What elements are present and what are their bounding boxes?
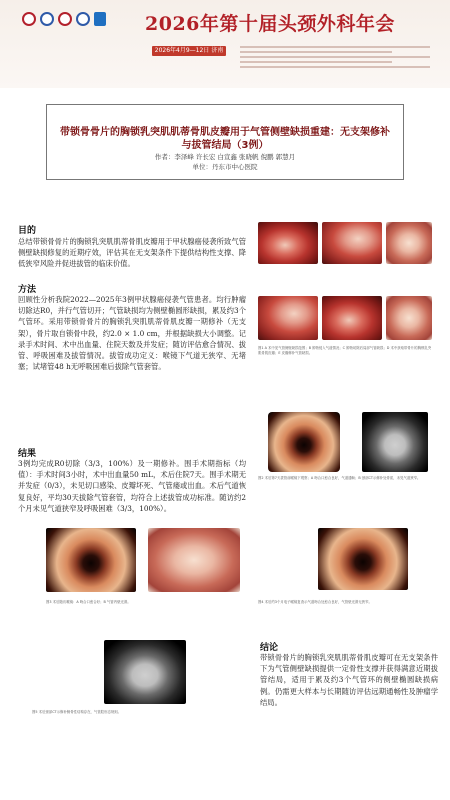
- surgery-photo-c: [386, 222, 432, 264]
- sponsor-logos: [22, 12, 106, 26]
- organizer-list: [240, 46, 430, 71]
- conclusion-text: 带锁骨骨片的胸锁乳突肌肌蒂骨肌皮瓣可在无支架条件下为气管侧壁缺损提供一定骨性支撑并获得满意近期拔管结局，适用于累及约3个气管环的侧壁椭圆缺损病例。仍需更大样本与长期随访评估远期通畅性及肿瘤学结局。: [260, 653, 438, 707]
- figure-2-caption: 图2 术后第7天拔管前喉镜下观察；A 吻合口愈合良好，气道通畅；B 颈部CT示修补处骨质，未见气道狭窄。: [258, 476, 421, 480]
- figure-5-caption: 图5 术后颈部CT示修补侧骨性结构存在，气管腔形态规则。: [32, 710, 122, 714]
- conference-title: 2026年第十届头颈外科年会: [145, 13, 395, 35]
- followup-endoscopy-photo: [318, 528, 408, 590]
- university-logo-icon: [40, 12, 54, 26]
- poster-affiliation: 单位：丹东市中心医院: [192, 163, 258, 171]
- surgery-photo-e: [322, 296, 382, 340]
- surgery-photo-d: [258, 296, 318, 340]
- purpose-text: 总结带锁骨骨片的胸锁乳突肌肌蒂骨肌皮瓣用于甲状腺癌侵袭所致气管侧壁缺损修复的近期疗效，评估其在无支架条件下提供结构性支撑、降低狭窄风险并促进拔管的临床价值。: [18, 237, 246, 269]
- purpose-heading: 目的: [18, 226, 37, 236]
- conclusion-heading: 结论: [260, 643, 279, 653]
- laryngoscopy-photo-b: [148, 528, 240, 592]
- ct-scan-image: [362, 412, 428, 472]
- methods-heading: 方法: [18, 285, 37, 295]
- surgery-photo-b: [322, 222, 382, 264]
- endoscopy-photo: [268, 412, 340, 472]
- figure-4-caption: 图4 术后约3个月电子喉镜复查示气道吻合处愈合良好，气管壁光滑无狭窄。: [258, 600, 372, 604]
- association-logo-icon: [76, 12, 90, 26]
- surgery-photo-a: [258, 222, 318, 264]
- followup-ct-image: [104, 640, 186, 704]
- poster-authors: 作者：李泽峰 许长宏 白宣鑫 张晓帆 倪鹏 郭慧月: [154, 153, 296, 161]
- hospital-logo-icon: [22, 12, 36, 26]
- laryngoscopy-photo-a: [46, 528, 136, 592]
- figure-3-caption: 图3 术后随访喉镜：A 吻合口愈合好；B 气管内壁光滑。: [46, 600, 131, 604]
- figure-1-caption: 图1 A 术中见气管侧壁缺损范围；B 肿物侵入气道情况；C 肿物切除后局部气管缺损；D 术中获取带骨片的胸锁乳突肌骨肌皮瓣；E 皮瓣修补气管缺损。: [258, 346, 432, 355]
- conference-date: 2026年4月9—12日 济南: [152, 46, 226, 56]
- results-heading: 结果: [18, 449, 37, 459]
- poster-title: 带锁骨骨片的胸锁乳突肌肌蒂骨肌皮瓣用于气管侧壁缺损重建：无支架修补与拔管结局（3例）: [60, 127, 390, 151]
- organizer-logo-icon: [94, 12, 106, 26]
- results-text: 3例均完成R0切除（3/3，100%）及一期修补。围手术期指标（均值）：手术时间3小时，术中出血量50 mL，术后住院7天。围手术期无并发症（0/3），未见切口感染、皮瓣坏死、气管瘘或出血。术后气道恢复良好，平均30天拔除气管套管，均符合上述拔管成功标准。随访约2个月未见气道狭窄及呼吸困难（3/3，100%）。: [18, 459, 246, 513]
- methods-text: 回顾性分析我院2022—2025年3例甲状腺癌侵袭气管患者。均行肿瘤切除达R0，并行气管切开；气管缺损均为侧壁椭圆形缺损，累及约3个气管环。采用带锁骨骨片的胸锁乳突肌肌蒂骨肌皮瓣一期修补（无支架），骨片取自锁骨中段，约2.0 × 1.0 cm，并根据缺损大小调整。记录手术时间、术中出血量、住院天数及并发症；随访评估愈合情况、拔管、呼吸困难及拔管情况。拔管成功定义：喉镜下气道无狭窄、无堵塞；试堵管48 h无呼吸困难后拔除气管套管。: [18, 295, 246, 372]
- surgery-photo-f: [386, 296, 432, 340]
- conference-header: [0, 0, 450, 88]
- society-logo-icon: [58, 12, 72, 26]
